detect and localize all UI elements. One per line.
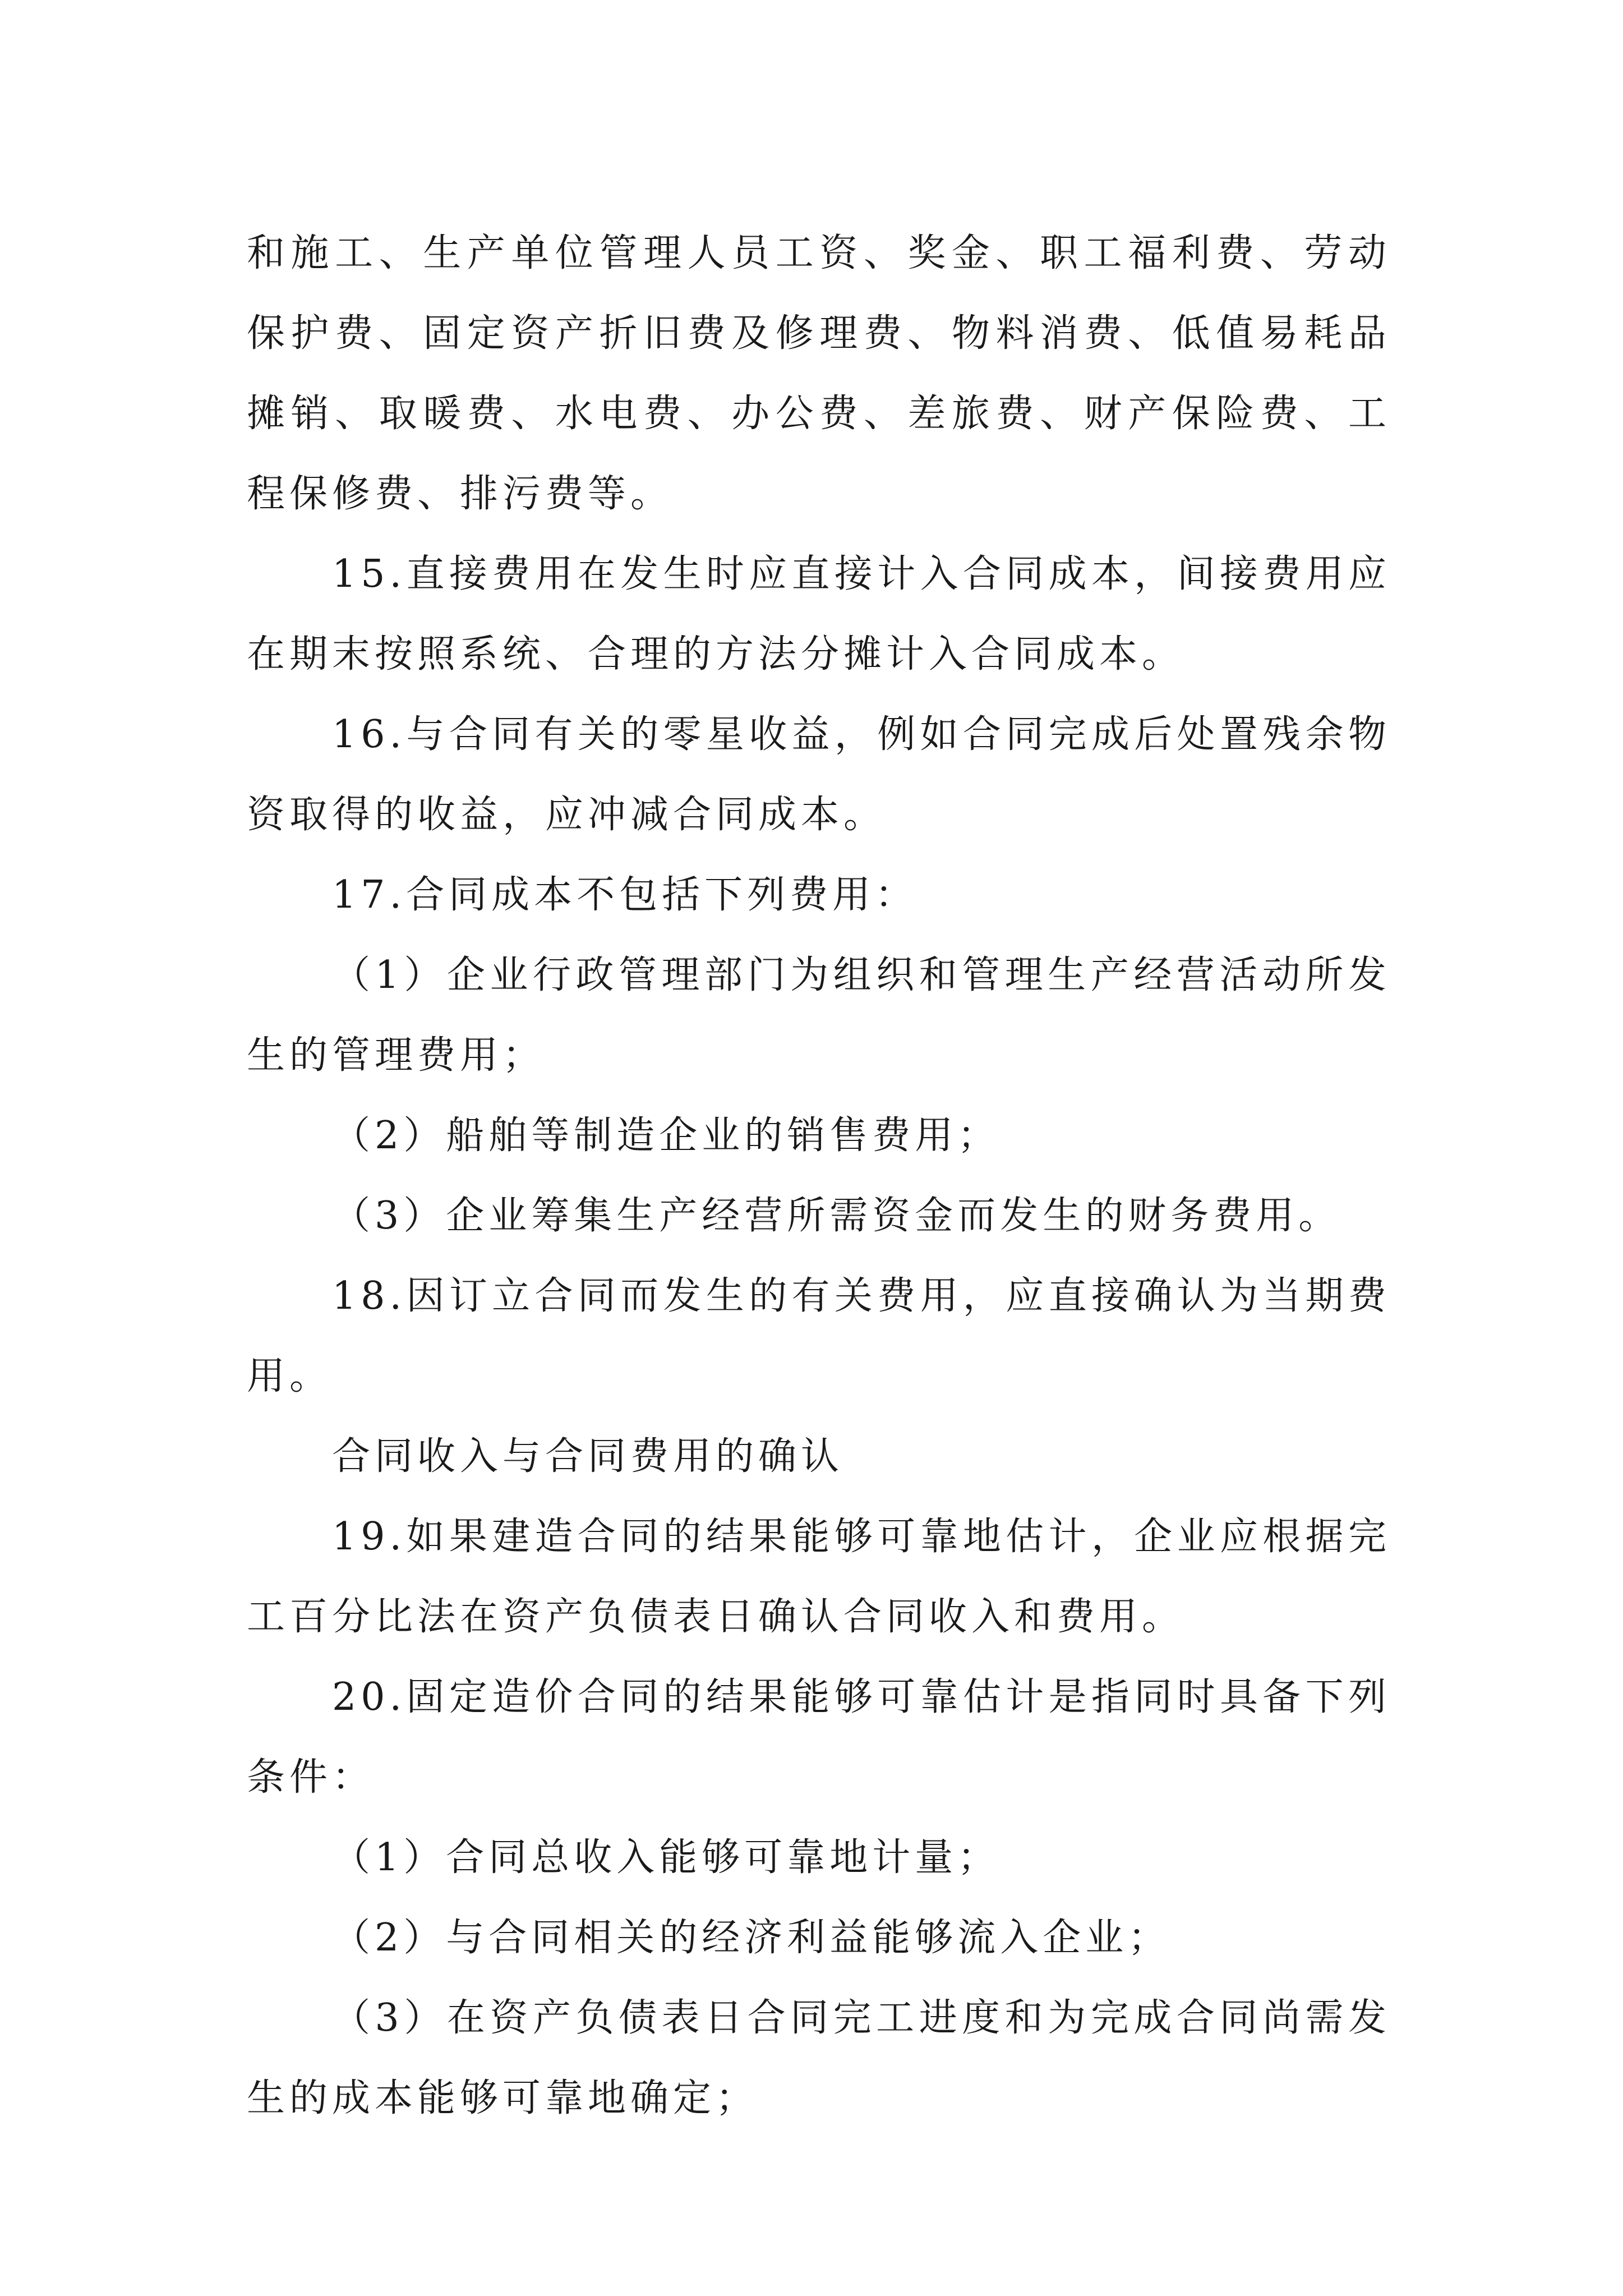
paragraph-item-15: 15.直接费用在发生时应直接计入合同成本，间接费用应在期末按照系统、合理的方法分摊计入合同成本。: [247, 552, 1391, 677]
paragraph-item-19: 19.如果建造合同的结果能够可靠地估计，企业应根据完工百分比法在资产负债表日确认合同收入和费用。: [247, 1515, 1391, 1639]
paragraph-continuation: 和施工、生产单位管理人员工资、奖金、职工福利费、劳动保护费、固定资产折旧费及修理费、物料消费、低值易耗品摊销、取暖费、水电费、办公费、差旅费、财产保险费、工程保修费、排污费等。: [247, 231, 1391, 516]
paragraph-item-17-sub-2: （2）船舶等制造企业的销售费用；: [332, 1114, 1000, 1158]
paragraph-item-16: 16.与合同有关的零星收益，例如合同完成后处置残余物资取得的收益，应冲减合同成本。: [247, 712, 1391, 837]
paragraph-item-17: 17.合同成本不包括下列费用：: [332, 873, 918, 917]
paragraph-item-20: 20.固定造价合同的结果能够可靠估计是指同时具备下列条件：: [247, 1675, 1391, 1800]
paragraph-item-17-sub-3: （3）企业筹集生产经营所需资金而发生的财务费用。: [332, 1194, 1341, 1238]
section-heading: 合同收入与合同费用的确认: [332, 1434, 844, 1479]
paragraph-item-18: 18.因订立合同而发生的有关费用，应直接确认为当期费用。: [247, 1274, 1391, 1398]
paragraph-item-20-sub-3: （3）在资产负债表日合同完工进度和为完成合同尚需发生的成本能够可靠地确定；: [247, 1996, 1391, 2120]
document-body: [247, 213, 1391, 2138]
paragraph-item-17-sub-1: （1）企业行政管理部门为组织和管理生产经营活动所发生的管理费用；: [247, 953, 1391, 1078]
paragraph-item-20-sub-1: （1）合同总收入能够可靠地计量；: [332, 1835, 1000, 1880]
paragraph-item-20-sub-2: （2）与合同相关的经济利益能够流入企业；: [332, 1916, 1171, 1960]
